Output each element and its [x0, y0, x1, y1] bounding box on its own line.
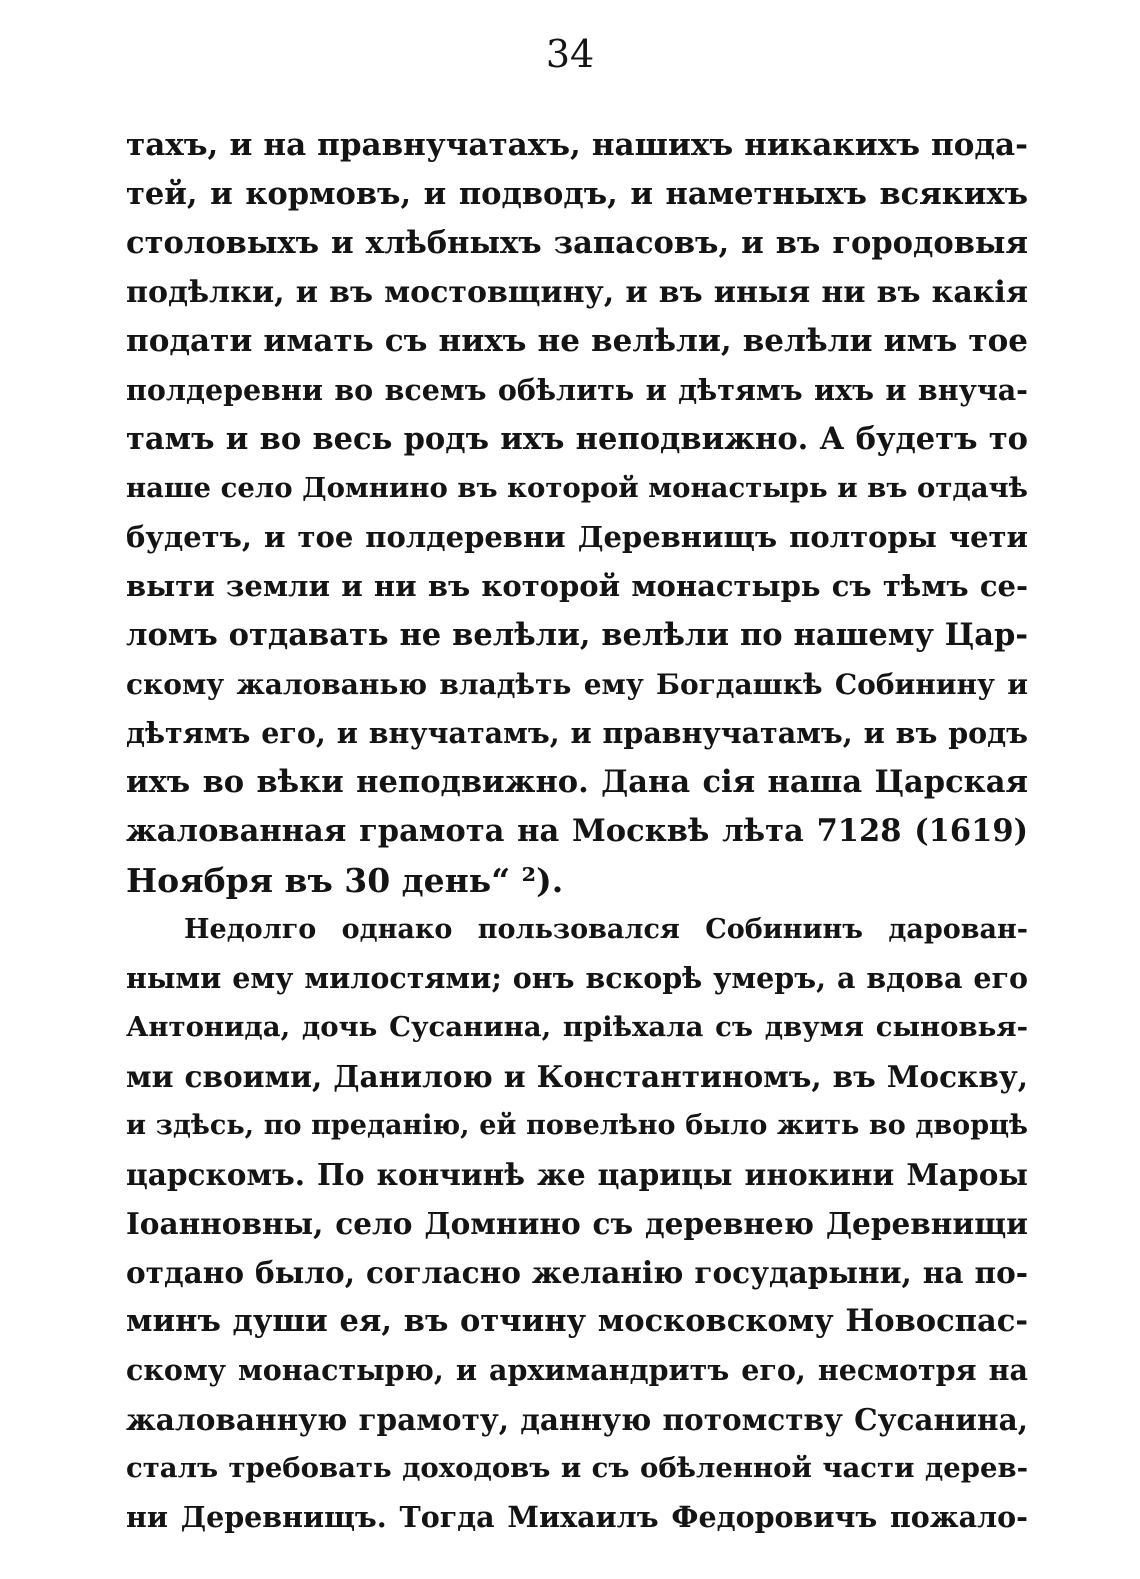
page-number: 34 — [545, 32, 595, 76]
text-line: скому монастырю, и архимандритъ его, несмотря на — [126, 1353, 1028, 1387]
text-line: ихъ во вѣки неподвижно. Дана сія наша Царская — [126, 764, 1028, 800]
text-line: подати имать съ нихъ не велѣли, велѣли имъ тое — [126, 323, 1028, 359]
text-line: наше село Домнино въ которой монастырь и въ отдачѣ — [126, 472, 1029, 504]
text-line: и здѣсь, по преданію, ей повелѣно было жить во дворцѣ — [126, 1110, 1028, 1141]
text-line: ми своими, Данилою и Константиномъ, въ Москву, — [126, 1059, 1028, 1094]
text-line: столовыхъ и хлѣбныхъ запасовъ, и въ городовыя — [126, 225, 1028, 261]
text-line: подѣлки, и въ мостовщину, и въ иныя ни въ какія — [126, 275, 1028, 310]
text-line: царскомъ. По кончинѣ же царицы инокини Мароы — [126, 1157, 1028, 1192]
text-line: ломъ отдавать не велѣли, велѣли по нашему Цар- — [126, 617, 1028, 653]
text-line: сталъ требовать доходовъ и съ обѣленной части дерев- — [126, 1452, 1028, 1484]
text-line: дѣтямъ его, и внучатамъ, и правнучатамъ, и въ родъ — [126, 716, 1028, 750]
text-line: ными ему милостями; онъ вскорѣ умеръ, а вдова его — [126, 961, 1028, 995]
text-line: отдано было, согласно желанію государыни, на по- — [126, 1255, 1028, 1290]
text-line: Антонида, дочь Сусанина, пріѣхала съ двумя сыновья- — [126, 1011, 1028, 1043]
text-line: тахъ, и на правнучатахъ, нашихъ никакихъ пода- — [126, 127, 1028, 163]
text-line: минъ души ея, въ отчину московскому Новоспас- — [126, 1303, 1028, 1339]
text-line: полдеревни во всемъ обѣлить и дѣтямъ ихъ и внуча- — [126, 373, 1028, 407]
text-line: Ноября въ 30 день“ ²). — [126, 861, 564, 900]
text-line: жалованная грамота на Москвѣ лѣта 7128 (1619) — [126, 813, 1028, 849]
text-line: тамъ и во весь родъ ихъ неподвижно. А будетъ то — [126, 421, 1028, 457]
text-line: скому жалованью владѣть ему Богдашкѣ Собинину и — [126, 668, 1028, 701]
body-text — [126, 121, 1028, 1542]
text-line: выти земли и ни въ которой монастырь съ тѣмъ се- — [126, 569, 1028, 603]
text-line: жалованную грамоту, данную потомству Сусанина, — [126, 1402, 1028, 1437]
text-line: тей, и кормовъ, и подводъ, и наметныхъ всякихъ — [126, 176, 1028, 212]
text-line: Іоанновны, село Домнино съ деревнею Деревнищи — [126, 1206, 1028, 1241]
text-line: ни Деревнищъ. Тогда Михаилъ Федоровичъ пожало- — [126, 1500, 1028, 1534]
text-line: будетъ, и тое полдеревни Деревнищъ полторы чети — [126, 520, 1028, 554]
text-line: Недолго однако пользовался Собининъ дарован- — [184, 914, 1028, 945]
